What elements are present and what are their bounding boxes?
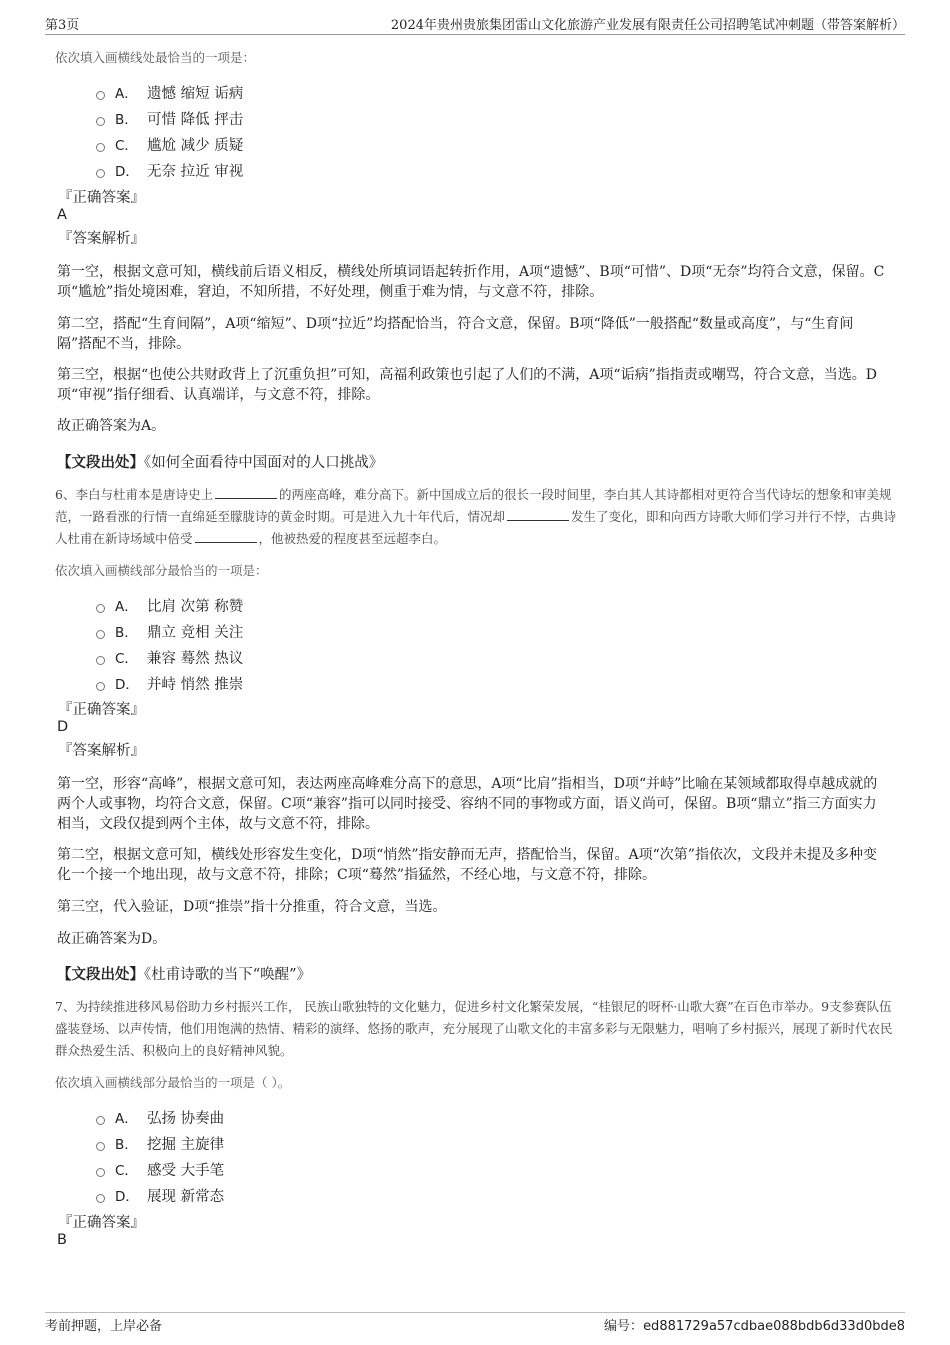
- q6-conclusion: 故正确答案为D。: [57, 931, 167, 947]
- correct-answer-label: 『正确答案』: [58, 190, 145, 206]
- q5-option-a[interactable]: A． 遗憾 缩短 诟病: [96, 79, 243, 105]
- q7-option-b[interactable]: B． 挖掘 主旋律: [96, 1130, 224, 1156]
- q7-option-a[interactable]: A． 弘扬 协奏曲: [96, 1104, 224, 1130]
- q5-option-d[interactable]: D． 无奈 拉近 审视: [96, 157, 243, 183]
- q6-option-b[interactable]: B． 鼎立 竞相 关注: [96, 618, 243, 644]
- footer-slogan: 考前押题，上岸必备: [45, 1319, 163, 1334]
- q5-source: 【文段出处】《如何全面看待中国面对的人口挑战》: [57, 454, 384, 471]
- q5-options: [96, 79, 243, 183]
- radio-icon[interactable]: [96, 656, 105, 665]
- radio-icon[interactable]: [96, 117, 105, 126]
- q7-question: 7、为持续推进移风易俗助力乡村振兴工作， 民族山歌独特的文化魅力，促进乡村文化繁荣发展，“桂银尼的呀杯·山歌大赛”在百色市举办。9支参赛队伍盛装登场、以声传情，他们用饱满的热情、精彩的演绎、悠扬的歌声，充分展现了山歌文化的丰富多彩与无限魅力，唱响了乡村振兴，展现了新时代农民群众热爱生活、积极向上的良好精神风貌。: [55, 999, 893, 1058]
- q7-answer: B: [57, 1232, 67, 1248]
- blank-line: [195, 530, 257, 543]
- q6-answer: D: [57, 719, 69, 735]
- q5-analysis-1: 第一空，根据文意可知，横线前后语义相反，横线处所填词语起转折作用，A项“遗憾”、B项“可惜”、D项“无奈”均符合文意，保留。C项“尴尬”指处境困难，窘迫，不知所措，不好处理，侧重于难为情，与文意不符，排除。: [57, 264, 885, 300]
- q6-analysis-3: 第三空，代入验证，D项“推崇”指十分推重，符合文意，当选。: [57, 899, 447, 915]
- q6-option-d[interactable]: D． 并峙 悄然 推崇: [96, 670, 243, 696]
- radio-icon[interactable]: [96, 630, 105, 639]
- radio-icon[interactable]: [96, 1168, 105, 1177]
- document-title: 2024年贵州贵旅集团雷山文化旅游产业发展有限责任公司招聘笔试冲刺题（带答案解析）: [390, 18, 905, 33]
- q5-option-c[interactable]: C． 尴尬 减少 质疑: [96, 131, 243, 157]
- q6-option-a[interactable]: A． 比肩 次第 称赞: [96, 592, 243, 618]
- q6-source: 【文段出处】《杜甫诗歌的当下“唤醒”》: [57, 966, 312, 983]
- radio-icon[interactable]: [96, 91, 105, 100]
- radio-icon[interactable]: [96, 1116, 105, 1125]
- q6-option-c[interactable]: C． 兼容 蓦然 热议: [96, 644, 243, 670]
- radio-icon[interactable]: [96, 1142, 105, 1151]
- q6-options: [96, 592, 243, 696]
- q5-analysis-2: 第二空，搭配“生育间隔”，A项“缩短”、D项“拉近”均搭配恰当，符合文意，保留。B项“降低”一般搭配“数量或高度”，与“生育间隔”搭配不当，排除。: [57, 316, 854, 352]
- page-header: [45, 12, 905, 35]
- radio-icon[interactable]: [96, 1194, 105, 1203]
- q6-question: 6、李白与杜甫本是唐诗史上 的两座高峰，难分高下。新中国成立后的很长一段时间里，李白其人其诗都相对更符合当代诗坛的想象和审美规范，一路看涨的行情一直绵延至朦胧诗的黄金时期。可是进入九十年代后，情况却 发生了变化，即和向西方诗歌大师们学习并行不悖，古典诗人杜甫在新诗场域中倍受 ，他被热爱的程度甚至远超李白。: [55, 487, 897, 546]
- q5-conclusion: 故正确答案为A。: [57, 418, 166, 434]
- q5-prompt: 依次填入画横线处最恰当的一项是：: [55, 50, 256, 65]
- correct-answer-label: 『正确答案』: [58, 1215, 145, 1231]
- q7-options: [96, 1104, 224, 1208]
- q5-analysis-3: 第三空，根据“也使公共财政背上了沉重负担”可知，高福利政策也引起了人们的不满，A项“诟病”指指责或嘲骂，符合文意，当选。D项“审视”指仔细看、认真端详，与文意不符，排除。: [57, 367, 877, 403]
- analysis-label: 『答案解析』: [58, 231, 145, 247]
- q6-analysis-2: 第二空，根据文意可知，横线处形容发生变化，D项“悄然”指安静而无声，搭配恰当，保留。A项“次第”指依次，文段并未提及多种变化一个接一个地出现，故与文意不符，排除；C项“蓦然”指猛然，不经心地，与文意不符，排除。: [57, 847, 877, 883]
- q5-answer: A: [57, 207, 67, 223]
- analysis-label: 『答案解析』: [58, 743, 145, 759]
- q6-analysis-1: 第一空，形容“高峰”，根据文意可知，表达两座高峰难分高下的意思，A项“比肩”指相当，D项“并峙”比喻在某领域都取得卓越成就的两个人或事物，均符合文意，保留。C项“兼容”指可以同时接受、容纳不同的事物或方面，语义尚可，保留。B项“鼎立”指三方面实力相当，文段仅提到两个主体，故与文意不符，排除。: [57, 776, 878, 832]
- page-number: 第3页: [45, 18, 80, 33]
- radio-icon[interactable]: [96, 169, 105, 178]
- correct-answer-label: 『正确答案』: [58, 702, 145, 718]
- q7-prompt: 依次填入画横线部分最恰当的一项是（ ）。: [55, 1075, 291, 1090]
- radio-icon[interactable]: [96, 682, 105, 691]
- q6-prompt: 依次填入画横线部分最恰当的一项是：: [55, 563, 268, 578]
- blank-line: [215, 486, 277, 499]
- blank-line: [507, 508, 569, 521]
- page-footer: [45, 1312, 905, 1334]
- q5-option-b[interactable]: B． 可惜 降低 抨击: [96, 105, 243, 131]
- q7-option-d[interactable]: D． 展现 新常态: [96, 1182, 224, 1208]
- radio-icon[interactable]: [96, 604, 105, 613]
- q7-option-c[interactable]: C． 感受 大手笔: [96, 1156, 224, 1182]
- document-code: 编号：ed881729a57cdbae088bdb6d33d0bde8: [604, 1319, 905, 1334]
- radio-icon[interactable]: [96, 143, 105, 152]
